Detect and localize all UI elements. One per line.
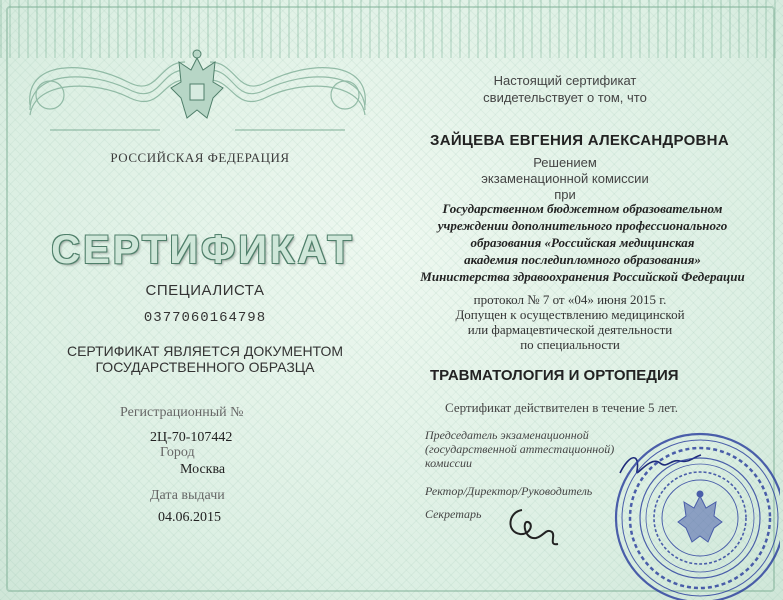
issue-date-value: 04.06.2015 xyxy=(158,510,221,525)
org-line4: академия последипломного образования» xyxy=(464,252,701,267)
protocol-line: протокол № 7 от «04» июня 2015 г. xyxy=(473,292,667,307)
holder-name: ЗАЙЦЕВА ЕВГЕНИЯ АЛЕКСАНДРОВНА xyxy=(430,132,729,149)
intro-line2: свидетельствует о том, что xyxy=(483,90,647,105)
certificate-intro xyxy=(450,72,680,106)
decision-line2: экзаменационной комиссии при xyxy=(481,171,649,202)
chair-line3: комиссии xyxy=(425,456,473,470)
rector-label: Ректор/Директор/Руководитель xyxy=(425,484,593,498)
official-stamp-icon xyxy=(600,418,780,600)
country-name: РОССИЙСКАЯ ФЕДЕРАЦИЯ xyxy=(110,150,290,165)
specialty: ТРАВМАТОЛОГИЯ И ОРТОПЕДИЯ xyxy=(430,367,679,384)
protocol-block xyxy=(450,292,690,352)
city-label: Город xyxy=(160,445,195,460)
secretary-label: Секретарь xyxy=(425,507,482,521)
serial-number: 0377060164798 xyxy=(143,310,267,326)
registration-value: 2Ц-70-107442 xyxy=(150,430,233,445)
state-document-line2: ГОСУДАРСТВЕННОГО ОБРАЗЦА xyxy=(95,359,315,375)
admitted-line3: по специальности xyxy=(520,337,620,352)
secretary-signature-icon xyxy=(500,500,570,555)
state-document-line1: СЕРТИФИКАТ ЯВЛЯЕТСЯ ДОКУМЕНТОМ xyxy=(66,343,344,359)
org-line1: Государственном бюджетном образовательном xyxy=(442,201,723,216)
ornament-coat-of-arms xyxy=(10,40,385,150)
city-value: Москва xyxy=(180,462,226,477)
state-document-note xyxy=(40,343,370,375)
decision-line1: Решением xyxy=(533,155,597,170)
chair-signature-label xyxy=(425,428,614,470)
registration-label: Регистрационный № xyxy=(120,405,244,420)
org-line3: образования «Российская медицинская xyxy=(470,235,695,250)
certificate-subtitle: СПЕЦИАЛИСТА xyxy=(145,282,265,299)
issue-date-label: Дата выдачи xyxy=(150,488,225,503)
organization-name xyxy=(395,200,770,285)
coat-of-arms-icon xyxy=(171,50,223,118)
chair-line2: (государственной аттестационной) xyxy=(425,442,615,456)
org-line5: Министерства здравоохранения Российской Федерации xyxy=(420,269,745,284)
decision-text xyxy=(475,155,655,203)
intro-line1: Настоящий сертификат xyxy=(493,73,637,88)
org-line2: учреждении дополнительного профессионального xyxy=(437,218,728,233)
admitted-line2: или фармацевтической деятельности xyxy=(467,322,673,337)
admitted-line1: Допущен к осуществлению медицинской xyxy=(455,307,685,322)
certificate-title: СЕРТИФИКАТ xyxy=(51,228,355,272)
validity-text: Сертификат действителен в течение 5 лет. xyxy=(445,400,678,415)
chair-line1: Председатель экзаменационной xyxy=(425,428,589,442)
